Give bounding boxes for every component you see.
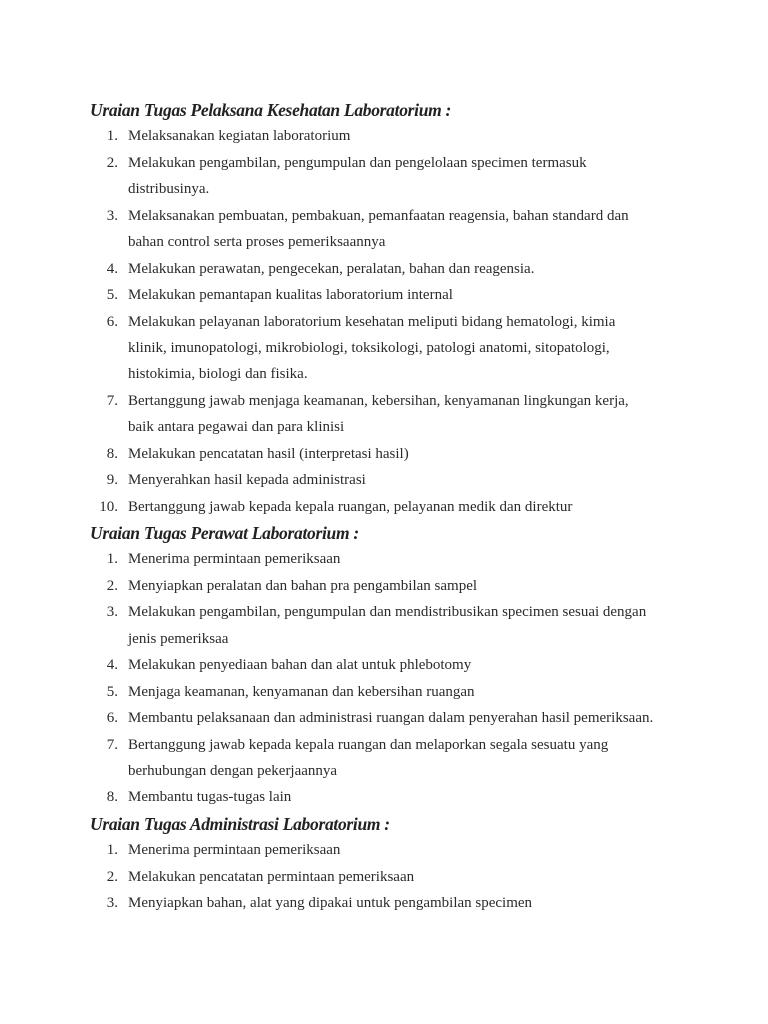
list-text: histokimia, biologi dan fisika. [128, 366, 308, 383]
list-text: Membantu tugas-tugas lain [128, 789, 292, 806]
list-item-line [0, 256, 768, 282]
list-item [0, 784, 768, 810]
list-item [0, 864, 768, 890]
list-number: 4. [106, 657, 118, 674]
list-item [0, 705, 768, 731]
list-item-line [0, 282, 768, 308]
list-text: Bertanggung jawab menjaga keamanan, kebersihan, kenyamanan lingkungan kerja, [128, 392, 629, 409]
list-item-continuation [0, 229, 768, 255]
list-number: 6. [106, 313, 118, 330]
list-text: baik antara pegawai dan para klinisi [128, 419, 345, 436]
list-item [0, 388, 768, 441]
list-number: 8. [106, 445, 118, 462]
list-item [0, 309, 768, 388]
numbered-list [0, 123, 768, 520]
list-item-line [0, 388, 768, 414]
list-item [0, 890, 768, 916]
list-text: Menyerahkan hasil kepada administrasi [128, 472, 366, 489]
list-number: 1. [106, 128, 118, 145]
list-item [0, 599, 768, 652]
list-text: Melakukan penyediaan bahan dan alat untuk phlebotomy [128, 657, 472, 674]
list-item [0, 546, 768, 572]
list-text: Melakukan pelayanan laboratorium kesehatan meliputi bidang hematologi, kimia [128, 313, 616, 330]
list-text: Melakukan pengambilan, pengumpulan dan mendistribusikan specimen sesuai dengan [128, 604, 647, 621]
section-heading: Uraian Tugas Pelaksana Kesehatan Laboratorium : [90, 100, 452, 120]
list-number: 1. [106, 842, 118, 859]
list-item-continuation [0, 176, 768, 202]
list-text: klinik, imunopatologi, mikrobiologi, toksikologi, patologi anatomi, sitopatologi, [128, 339, 610, 356]
section-1 [0, 97, 768, 520]
list-item [0, 441, 768, 467]
list-text: Menyiapkan peralatan dan bahan pra pengambilan sampel [128, 577, 478, 594]
list-text: berhubungan dengan pekerjaannya [128, 762, 338, 779]
list-item-line [0, 784, 768, 810]
section-2 [0, 520, 768, 811]
list-number: 9. [106, 472, 118, 489]
list-number: 1. [106, 551, 118, 568]
section-3 [0, 811, 768, 917]
list-item-line [0, 679, 768, 705]
list-number: 4. [106, 260, 118, 277]
numbered-list [0, 837, 768, 916]
list-text: Melakukan perawatan, pengecekan, peralatan, bahan dan reagensia. [128, 260, 535, 277]
list-text: Bertanggung jawab kepada kepala ruangan dan melaporkan segala sesuatu yang [128, 736, 609, 753]
list-text: Menyiapkan bahan, alat yang dipakai untuk pengambilan specimen [128, 895, 533, 912]
list-item-line [0, 309, 768, 335]
list-number: 5. [106, 683, 118, 700]
list-item [0, 282, 768, 308]
list-text: Menerima permintaan pemeriksaan [128, 551, 341, 568]
list-item [0, 150, 768, 203]
list-item [0, 123, 768, 149]
list-text: Melakukan pengambilan, pengumpulan dan pengelolaan specimen termasuk [128, 154, 587, 171]
list-number: 2. [106, 154, 118, 171]
list-item [0, 679, 768, 705]
list-item [0, 732, 768, 785]
list-text: distribusinya. [128, 181, 210, 198]
list-text: Melakukan pencatatan permintaan pemeriksaan [128, 868, 415, 885]
list-item-continuation [0, 361, 768, 387]
list-item-continuation [0, 626, 768, 652]
list-item-line [0, 599, 768, 625]
list-number: 7. [106, 392, 118, 409]
list-item [0, 837, 768, 863]
section-heading: Uraian Tugas Perawat Laboratorium : [90, 523, 359, 543]
list-number: 5. [106, 287, 118, 304]
list-item-line [0, 546, 768, 572]
list-item [0, 203, 768, 256]
list-text: Menerima permintaan pemeriksaan [128, 842, 341, 859]
list-text: jenis pemeriksaa [128, 630, 229, 647]
list-item-continuation [0, 335, 768, 361]
document-page [0, 97, 768, 917]
list-text: Bertanggung jawab kepada kepala ruangan, pelayanan medik dan direktur [128, 498, 573, 515]
list-item-line [0, 864, 768, 890]
list-number: 3. [106, 895, 118, 912]
list-item-line [0, 123, 768, 149]
list-text: Melaksanakan pembuatan, pembakuan, pemanfaatan reagensia, bahan standard dan [128, 207, 629, 224]
list-number: 7. [106, 736, 118, 753]
list-text: Menjaga keamanan, kenyamanan dan kebersihan ruangan [128, 683, 475, 700]
list-number: 2. [106, 577, 118, 594]
list-text: Melaksanakan kegiatan laboratorium [128, 128, 351, 145]
list-number: 6. [106, 710, 118, 727]
list-item-line [0, 705, 768, 731]
list-item-line [0, 467, 768, 493]
list-item [0, 467, 768, 493]
list-item-line [0, 573, 768, 599]
list-item-line [0, 150, 768, 176]
list-item-line [0, 203, 768, 229]
list-item [0, 652, 768, 678]
list-text: Melakukan pencatatan hasil (interpretasi hasil) [128, 445, 409, 462]
list-item-line [0, 732, 768, 758]
list-item-line [0, 494, 768, 520]
section-heading: Uraian Tugas Administrasi Laboratorium : [90, 813, 390, 834]
list-number: 10. [99, 498, 118, 515]
numbered-list [0, 546, 768, 810]
list-item [0, 573, 768, 599]
list-item [0, 256, 768, 282]
list-item-line [0, 652, 768, 678]
list-item-continuation [0, 758, 768, 784]
list-text: Melakukan pemantapan kualitas laboratorium internal [128, 287, 453, 304]
list-item-line [0, 837, 768, 863]
list-text: Membantu pelaksanaan dan administrasi ruangan dalam penyerahan hasil pemeriksaan. [128, 710, 654, 727]
list-number: 3. [106, 207, 118, 224]
list-number: 2. [106, 868, 118, 885]
list-number: 8. [106, 789, 118, 806]
list-item-line [0, 441, 768, 467]
list-text: bahan control serta proses pemeriksaannya [128, 234, 386, 251]
list-item [0, 494, 768, 520]
list-item-line [0, 890, 768, 916]
list-item-continuation [0, 414, 768, 440]
list-number: 3. [106, 604, 118, 621]
